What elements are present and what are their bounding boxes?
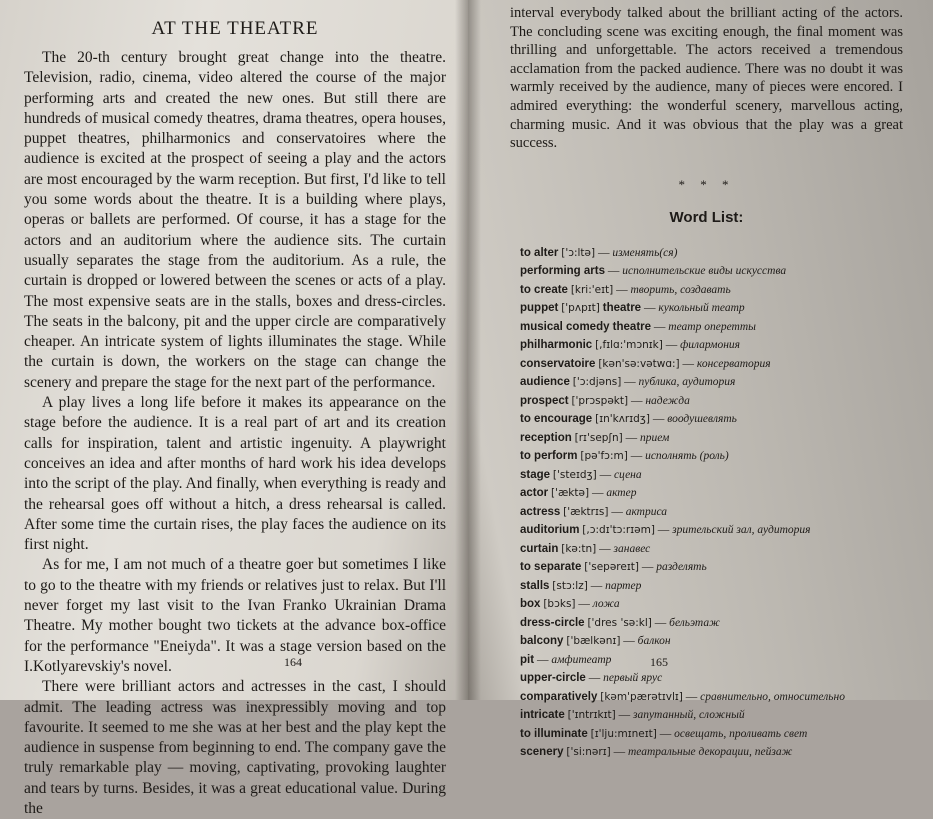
word-list-item: to alter ['ɔ:ltə] — изменять(ся): [520, 246, 678, 259]
russian-translation: занавес: [613, 542, 651, 555]
english-term: conservatoire: [520, 357, 596, 370]
russian-translation: надежда: [645, 394, 690, 407]
english-term: theatre: [602, 302, 642, 315]
word-list-item: comparatively [kəm'pærətɪvlɪ] — сравнительно, относительно: [520, 690, 845, 703]
russian-translation: исполнительские виды искусства: [622, 265, 787, 278]
russian-translation: ложа: [592, 598, 620, 611]
english-term: to illuminate: [520, 727, 588, 740]
english-term: pit: [520, 653, 535, 666]
right-page: [468, 0, 933, 759]
russian-translation: прием: [639, 431, 670, 444]
english-term: performing arts: [520, 265, 605, 278]
word-list-item: scenery ['si:nərɪ] — театральные декорации, пейзаж: [520, 746, 793, 759]
transcription: [kri:'eɪt]: [570, 283, 614, 296]
english-term: to separate: [520, 561, 582, 574]
transcription: ['si:nərɪ]: [566, 746, 611, 759]
russian-translation: партер: [605, 579, 642, 592]
transcription: [bɔks]: [543, 598, 576, 611]
russian-translation: консерватория: [696, 357, 771, 370]
word-list-item: actor ['æktə] — актер: [520, 487, 637, 500]
english-term: stage: [520, 468, 551, 481]
russian-translation: актриса: [625, 505, 668, 518]
word-list-item: to create [kri:'eɪt] — творить, создавать: [520, 283, 731, 296]
russian-translation: сравнительно, относительно: [700, 690, 845, 703]
book-gutter: [455, 0, 481, 700]
word-list-item: to separate ['sepəreɪt] — разделять: [520, 561, 707, 574]
word-list-item: musical comedy theatre — театр оперетты: [520, 320, 756, 333]
continuation-paragraph: interval everybody talked about the brilliant acting of the actors. The concluding scene was exciting enough, the final moment was thrilling and unforgettable. The actors received a tremendous acclamation from the packed audience. There was no doubt it was warmly received by the audience, many of pieces were encored. I admired everything: the wonderful scenery, marvellous acting, charming music. And it was obvious that the play was a great success.: [510, 5, 903, 152]
russian-translation: запутанный, сложный: [632, 709, 745, 722]
transcription: [rɪ'sepʃn]: [574, 431, 623, 444]
word-list-item: stage ['steɪdʒ] — сцена: [520, 468, 642, 481]
english-term: comparatively: [520, 690, 598, 703]
transcription: [pə'fɔ:m]: [580, 450, 628, 463]
russian-translation: первый ярус: [603, 672, 663, 685]
paragraph-2: A play lives a long life before it makes its appearance on the stage before the audience. It is a real part of art and its creation calls for inspiration, talent and artistic ingenuity. A playwright conceives an idea and after months of hard work his idea develops into the script of the play. And finally, when everything is ready and the rehearsal goes off without a hitch, a dress rehearsal is called. After some time the curtain rises, the play faces the audience on its first night.: [24, 394, 446, 554]
transcription: [stɔ:lz]: [552, 579, 588, 592]
word-list-item: conservatoire [kən'sə:vətwɑ:] — консерватория: [520, 357, 771, 370]
transcription: [,ɔ:dɪ'tɔ:rɪəm]: [582, 524, 655, 537]
russian-translation: воодушевлять: [667, 413, 737, 426]
english-term: reception: [520, 431, 572, 444]
english-term: actor: [520, 487, 549, 500]
english-term: scenery: [520, 746, 564, 759]
word-list-item: puppet ['pʌpɪt] theatre — кукольный театр: [520, 302, 745, 315]
russian-translation: бельэтаж: [669, 616, 720, 629]
transcription: ['bælkənɪ]: [566, 635, 621, 648]
word-list-item: dress-circle ['dres 'sə:kl] — бельэтаж: [520, 616, 720, 629]
transcription: [kə:tn]: [561, 542, 597, 555]
english-term: to alter: [520, 246, 559, 259]
page-title: AT THE THEATRE: [151, 18, 319, 39]
russian-translation: кукольный театр: [658, 302, 745, 315]
russian-translation: сцена: [613, 468, 642, 481]
word-list-item: auditorium [,ɔ:dɪ'tɔ:rɪəm] — зрительский зал, аудитория: [520, 524, 811, 537]
english-term: intricate: [520, 709, 565, 722]
russian-translation: освещать, проливать свет: [674, 727, 808, 740]
transcription: ['ɔ:djəns]: [572, 376, 622, 389]
word-list-item: balcony ['bælkənɪ] — балкон: [520, 635, 671, 648]
english-term: philharmonic: [520, 339, 593, 352]
paragraph-1: The 20-th century brought great change into the theatre. Television, radio, cinema, video altered the course of the major performing arts and created the new ones. But still there are hundreds of musical comedy theatres, drama theatres, opera houses, puppet theatres, philharmonics and conservatoires where the audience is excited at the prospect of seeing a play and the actors are most encouraged by the warm reception. But first, I'd like to tell you some words about the theatre. It is a building where plays, operas or ballets are performed. Of course, it has a stage for the actors and an auditorium where the audience sits. The curtain usually separates the stage from the auditorium. As a rule, the curtain is dropped or lowered between the scenes or acts of a play. The most expensive seats are in the stalls, boxes and dress-circles. The seats in the balcony, pit and the upper circle are comparatively cheaper. An intricate system of lights illuminates the stage. While the curtain is down, the workers on the stage can change the scenery and prepare the stage for the next part of the performance.: [24, 49, 446, 391]
english-term: to encourage: [520, 413, 593, 426]
transcription: ['æktrɪs]: [563, 505, 609, 518]
english-term: balcony: [520, 635, 564, 648]
russian-translation: балкон: [637, 635, 671, 648]
word-list-item: upper-circle — первый ярус: [520, 672, 663, 685]
english-term: curtain: [520, 542, 559, 555]
word-list-item: box [bɔks] — ложа: [520, 598, 620, 611]
english-term: upper-circle: [520, 672, 586, 685]
russian-translation: публика, аудитория: [638, 376, 736, 389]
english-term: audience: [520, 376, 570, 389]
word-list-item: intricate ['ɪntrɪkɪt] — запутанный, сложный: [520, 709, 745, 722]
english-term: musical comedy theatre: [520, 320, 652, 333]
transcription: [kəm'pærətɪvlɪ]: [600, 690, 683, 703]
word-list: [510, 244, 903, 762]
russian-translation: театр оперетты: [668, 320, 756, 333]
russian-translation: актер: [606, 487, 637, 500]
transcription: [,fɪlɑ:'mɔnɪk]: [595, 339, 663, 352]
transcription: ['ɔ:ltə]: [561, 246, 596, 259]
russian-translation: амфитеатр: [551, 653, 612, 666]
transcription: [ɪn'kʌrɪdʒ]: [595, 413, 650, 426]
paragraph-4: There were brilliant actors and actresses in the cast, I should admit. The leading actress was inexpressibly moving and top favourite. It seemed to me she was at her best and the play kept the audience in suspense from beginning to end. The company gave the truly remarkable play — moving, captivating, provoking laughter and tears by turns. Besides, it was a great educational value. During the: [24, 678, 446, 817]
english-term: box: [520, 598, 541, 611]
english-term: to perform: [520, 450, 578, 463]
transcription: ['ɪntrɪkɪt]: [567, 709, 616, 722]
russian-translation: изменять(ся): [612, 246, 678, 259]
word-list-item: stalls [stɔ:lz] — партер: [520, 579, 642, 592]
english-term: to create: [520, 283, 568, 296]
paragraph-3: As for me, I am not much of a theatre goer but sometimes I like to go to the theatre with my friends or relatives just to relax. But I'll never forget my last visit to the Ivan Franko Ukrainian Drama Theatre. My mother bought two tickets at the advance box-office for the performance "Eneiyda". It was a stage version based on the I.Kotlyarevskiy's novel.: [24, 556, 446, 675]
russian-translation: зрительский зал, аудитория: [672, 524, 811, 537]
russian-translation: творить, создавать: [630, 283, 731, 296]
word-list-item: reception [rɪ'sepʃn] — прием: [520, 431, 670, 444]
page-number-left: 164: [284, 655, 302, 669]
english-term: actress: [520, 505, 561, 518]
transcription: ['prɔspəkt]: [571, 394, 629, 407]
word-list-item: philharmonic [,fɪlɑ:'mɔnɪk] — филармония: [520, 339, 740, 352]
word-list-title: Word List:: [669, 208, 744, 226]
word-list-item: curtain [kə:tn] — занавес: [520, 542, 651, 555]
word-list-item: pit — амфитеатр: [520, 653, 612, 666]
russian-translation: исполнять (роль): [645, 450, 729, 463]
word-list-item: to illuminate [ɪ'lju:mɪneɪt] — освещать, проливать свет: [520, 727, 808, 740]
english-term: stalls: [520, 579, 550, 592]
english-term: auditorium: [520, 524, 580, 537]
word-list-item: actress ['æktrɪs] — актриса: [520, 505, 668, 518]
english-term: dress-circle: [520, 616, 585, 629]
transcription: ['æktə]: [551, 487, 590, 500]
word-list-item: prospect ['prɔspəkt] — надежда: [520, 394, 690, 407]
section-separator: * * *: [678, 176, 735, 192]
transcription: [kən'sə:vətwɑ:]: [598, 357, 680, 370]
word-list-item: performing arts — исполнительские виды искусства: [520, 265, 787, 278]
russian-translation: разделять: [656, 561, 707, 574]
english-term: prospect: [520, 394, 569, 407]
transcription: ['steɪdʒ]: [552, 468, 597, 481]
russian-translation: театральные декорации, пейзаж: [627, 746, 793, 759]
transcription: [ɪ'lju:mɪneɪt]: [590, 727, 657, 740]
transcription: ['sepəreɪt]: [584, 561, 639, 574]
word-list-item: to encourage [ɪn'kʌrɪdʒ] — воодушевлять: [520, 413, 737, 426]
page-number-right: 165: [650, 655, 668, 669]
transcription: ['dres 'sə:kl]: [587, 616, 652, 629]
word-list-item: audience ['ɔ:djəns] — публика, аудитория: [520, 376, 736, 389]
english-term: puppet: [520, 302, 559, 315]
word-list-item: to perform [pə'fɔ:m] — исполнять (роль): [520, 450, 729, 463]
russian-translation: филармония: [680, 339, 740, 352]
transcription: ['pʌpɪt]: [561, 302, 600, 315]
